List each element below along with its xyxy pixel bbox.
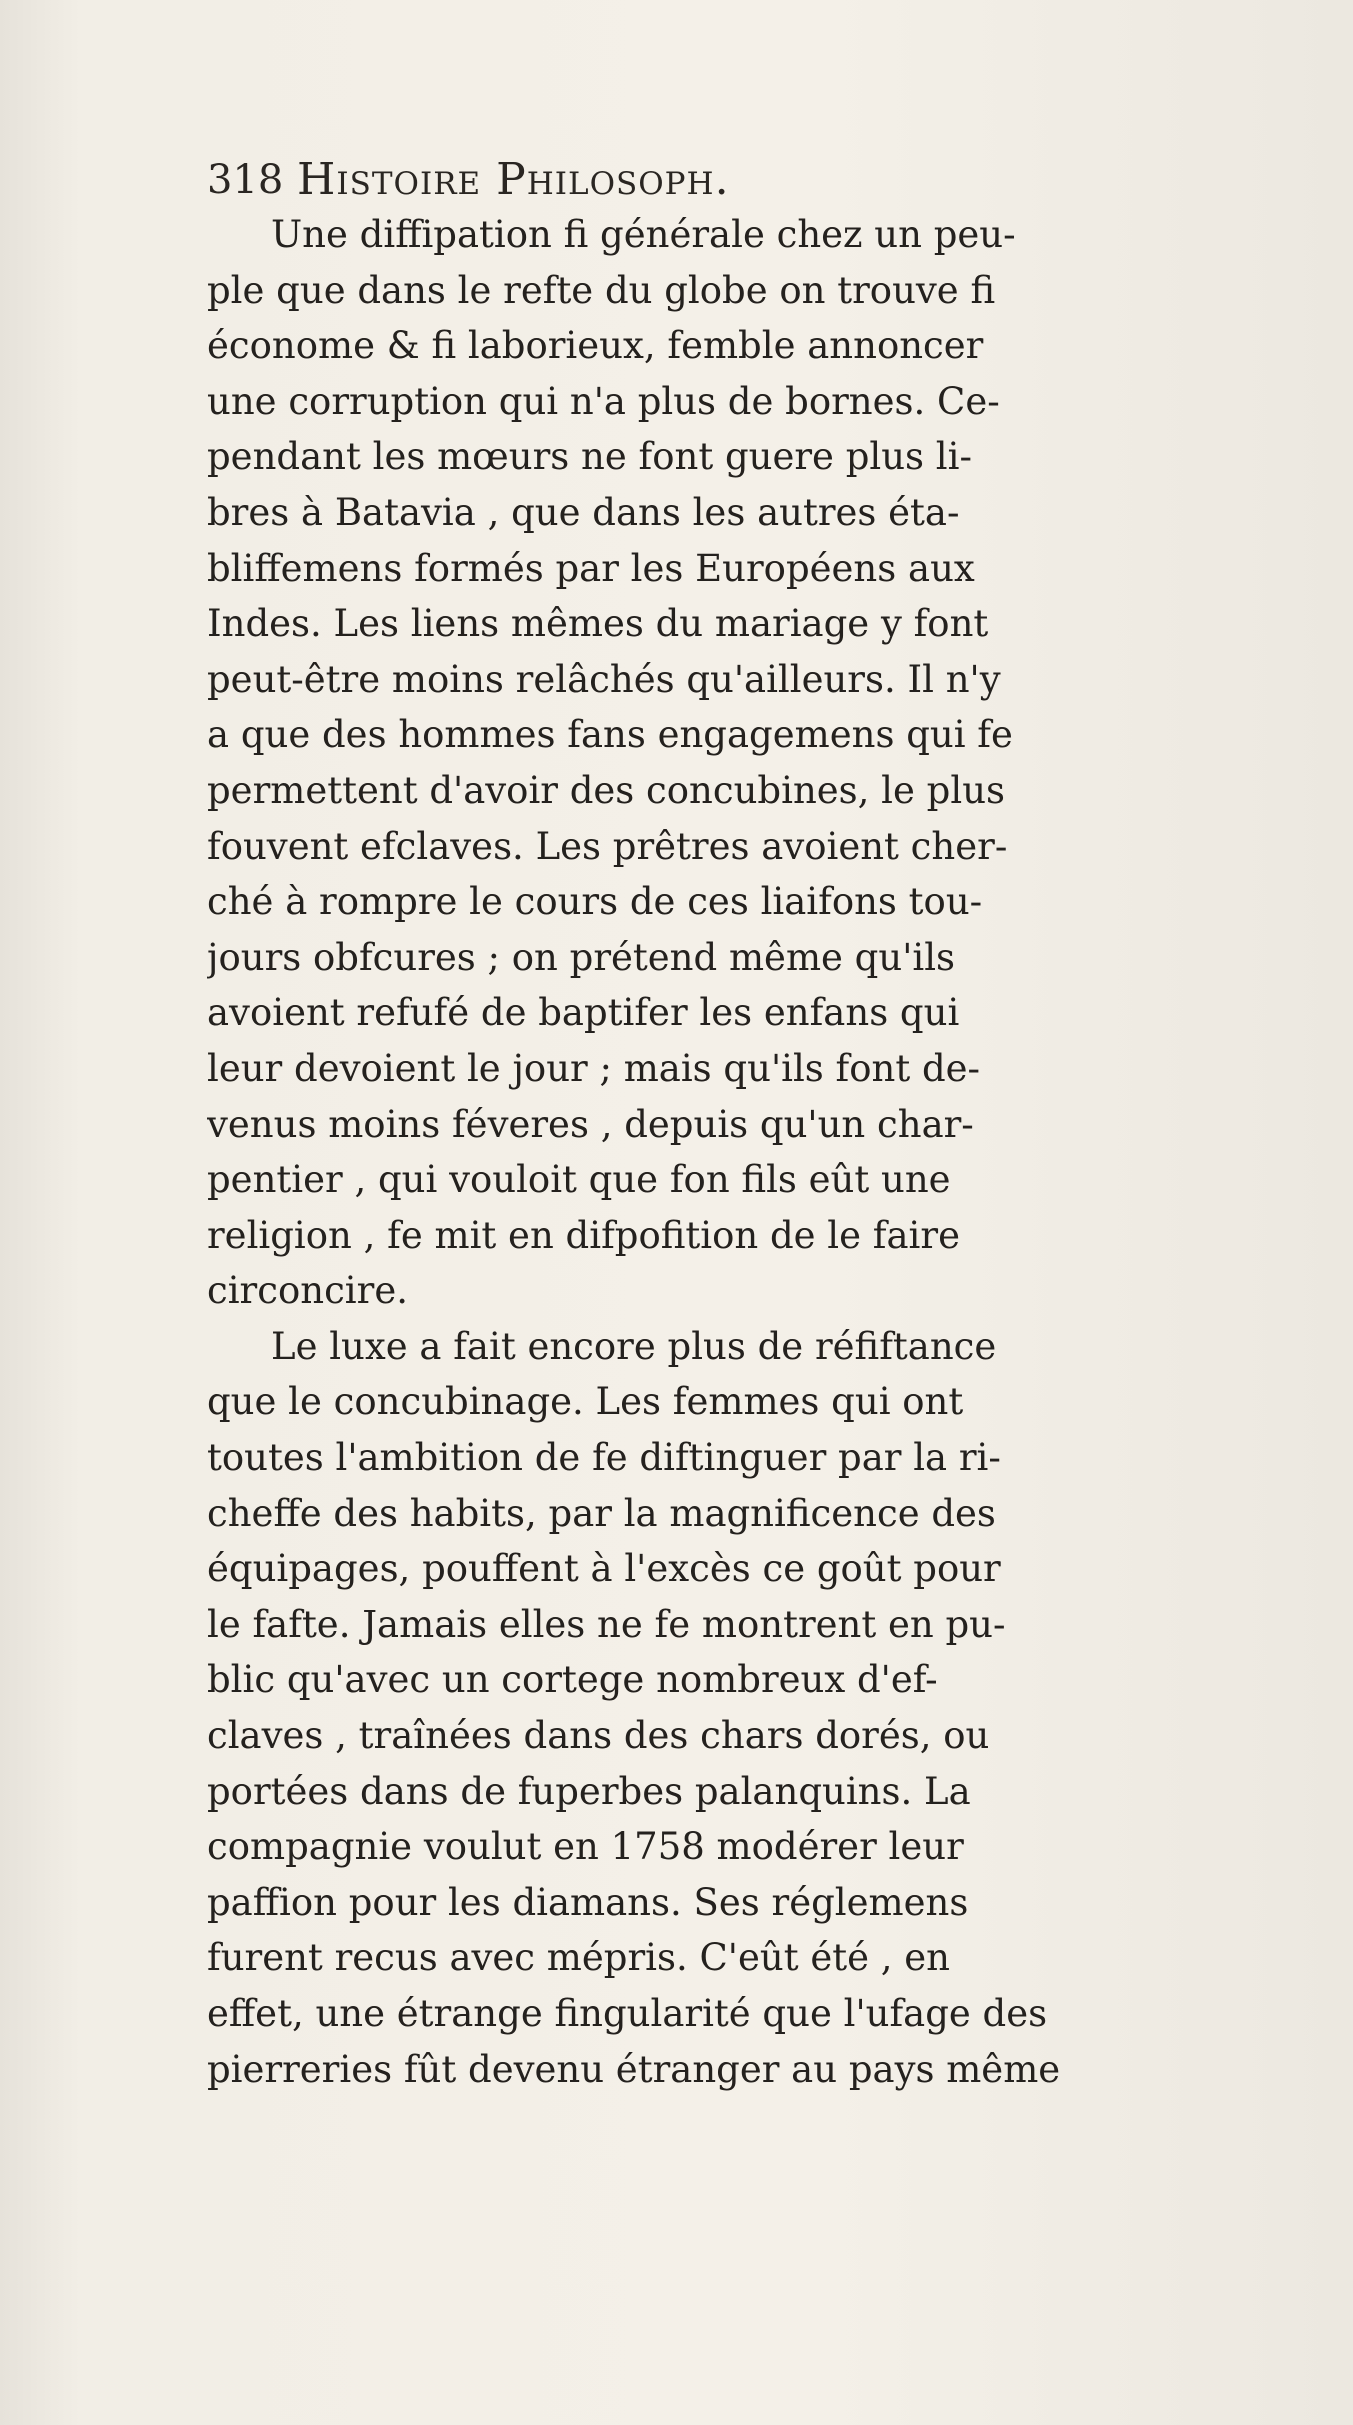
text-line: Indes. Les liens mêmes du mariage y font	[207, 602, 989, 646]
text-line: équipages, pouffent à l'excès ce goût pour	[207, 1547, 1001, 1591]
text-line: jours obfcures ; on prétend même qu'ils	[207, 935, 956, 979]
text-line: effet, une étrange fingularité que l'ufage des	[207, 1992, 1048, 2035]
text-line: le fafte. Jamais elles ne fe montrent en pu-	[207, 1602, 1006, 1646]
text-line: Une diffipation fi générale chez un peu-	[271, 213, 1016, 256]
text-line: religion , fe mit en difpofition de le faire	[207, 1213, 960, 1257]
text-line: blic qu'avec un cortege nombreux d'ef-	[207, 1658, 938, 1702]
text-line: ché à rompre le cours de ces liaifons tou-	[207, 880, 983, 924]
text-line: fouvent efclaves. Les prêtres avoient cher-	[207, 824, 1008, 868]
text-line: circoncire.	[207, 1269, 408, 1313]
text-line: leur devoient le jour ; mais qu'ils font de-	[207, 1046, 981, 1090]
text-line: une corruption qui n'a plus de bornes. Ce-	[207, 379, 1000, 423]
text-line: compagnie voulut en 1758 modérer leur	[207, 1825, 964, 1869]
text-line: pierreries fût devenu étranger au pays même	[207, 2047, 1061, 2091]
text-line: bliffemens formés par les Européens aux	[207, 546, 975, 590]
text-line: que le concubinage. Les femmes qui ont	[207, 1380, 964, 1424]
text-line: pentier , qui vouloit que fon fils eût une	[207, 1158, 951, 1202]
text-line: permettent d'avoir des concubines, le plus	[207, 768, 1006, 812]
text-line: portées dans de fuperbes palanquins. La	[207, 1769, 971, 1813]
body-text	[207, 207, 1257, 2097]
page-number: 318	[207, 157, 284, 203]
page-header	[207, 150, 1157, 210]
text-line: claves , traînées dans des chars dorés, ou	[207, 1714, 990, 1758]
text-line: bres à Batavia , que dans les autres éta-	[207, 490, 960, 534]
text-line: furent recus avec mépris. C'eût été , en	[207, 1936, 950, 1980]
text-line: cheffe des habits, par la magnificence des	[207, 1491, 996, 1535]
text-line: peut-être moins relâchés qu'ailleurs. Il n'y	[207, 657, 1001, 701]
text-line: avoient refufé de baptifer les enfans qui	[207, 991, 960, 1035]
text-line: paffion pour les diamans. Ses réglemens	[207, 1880, 969, 1924]
text-line: toutes l'ambition de fe diftinguer par la ri-	[207, 1436, 1001, 1480]
running-head: Histoire Philosoph.	[297, 154, 730, 205]
text-line: économe & fi laborieux, femble annoncer	[207, 324, 984, 368]
text-line: venus moins féveres , depuis qu'un char-	[207, 1102, 974, 1146]
text-line: Le luxe a fait encore plus de réfiftance	[271, 1324, 997, 1368]
text-line: ple que dans le refte du globe on trouve fi	[207, 268, 996, 312]
text-line: pendant les mœurs ne font guere plus li-	[207, 435, 972, 479]
text-line: a que des hommes fans engagemens qui fe	[207, 713, 1013, 757]
